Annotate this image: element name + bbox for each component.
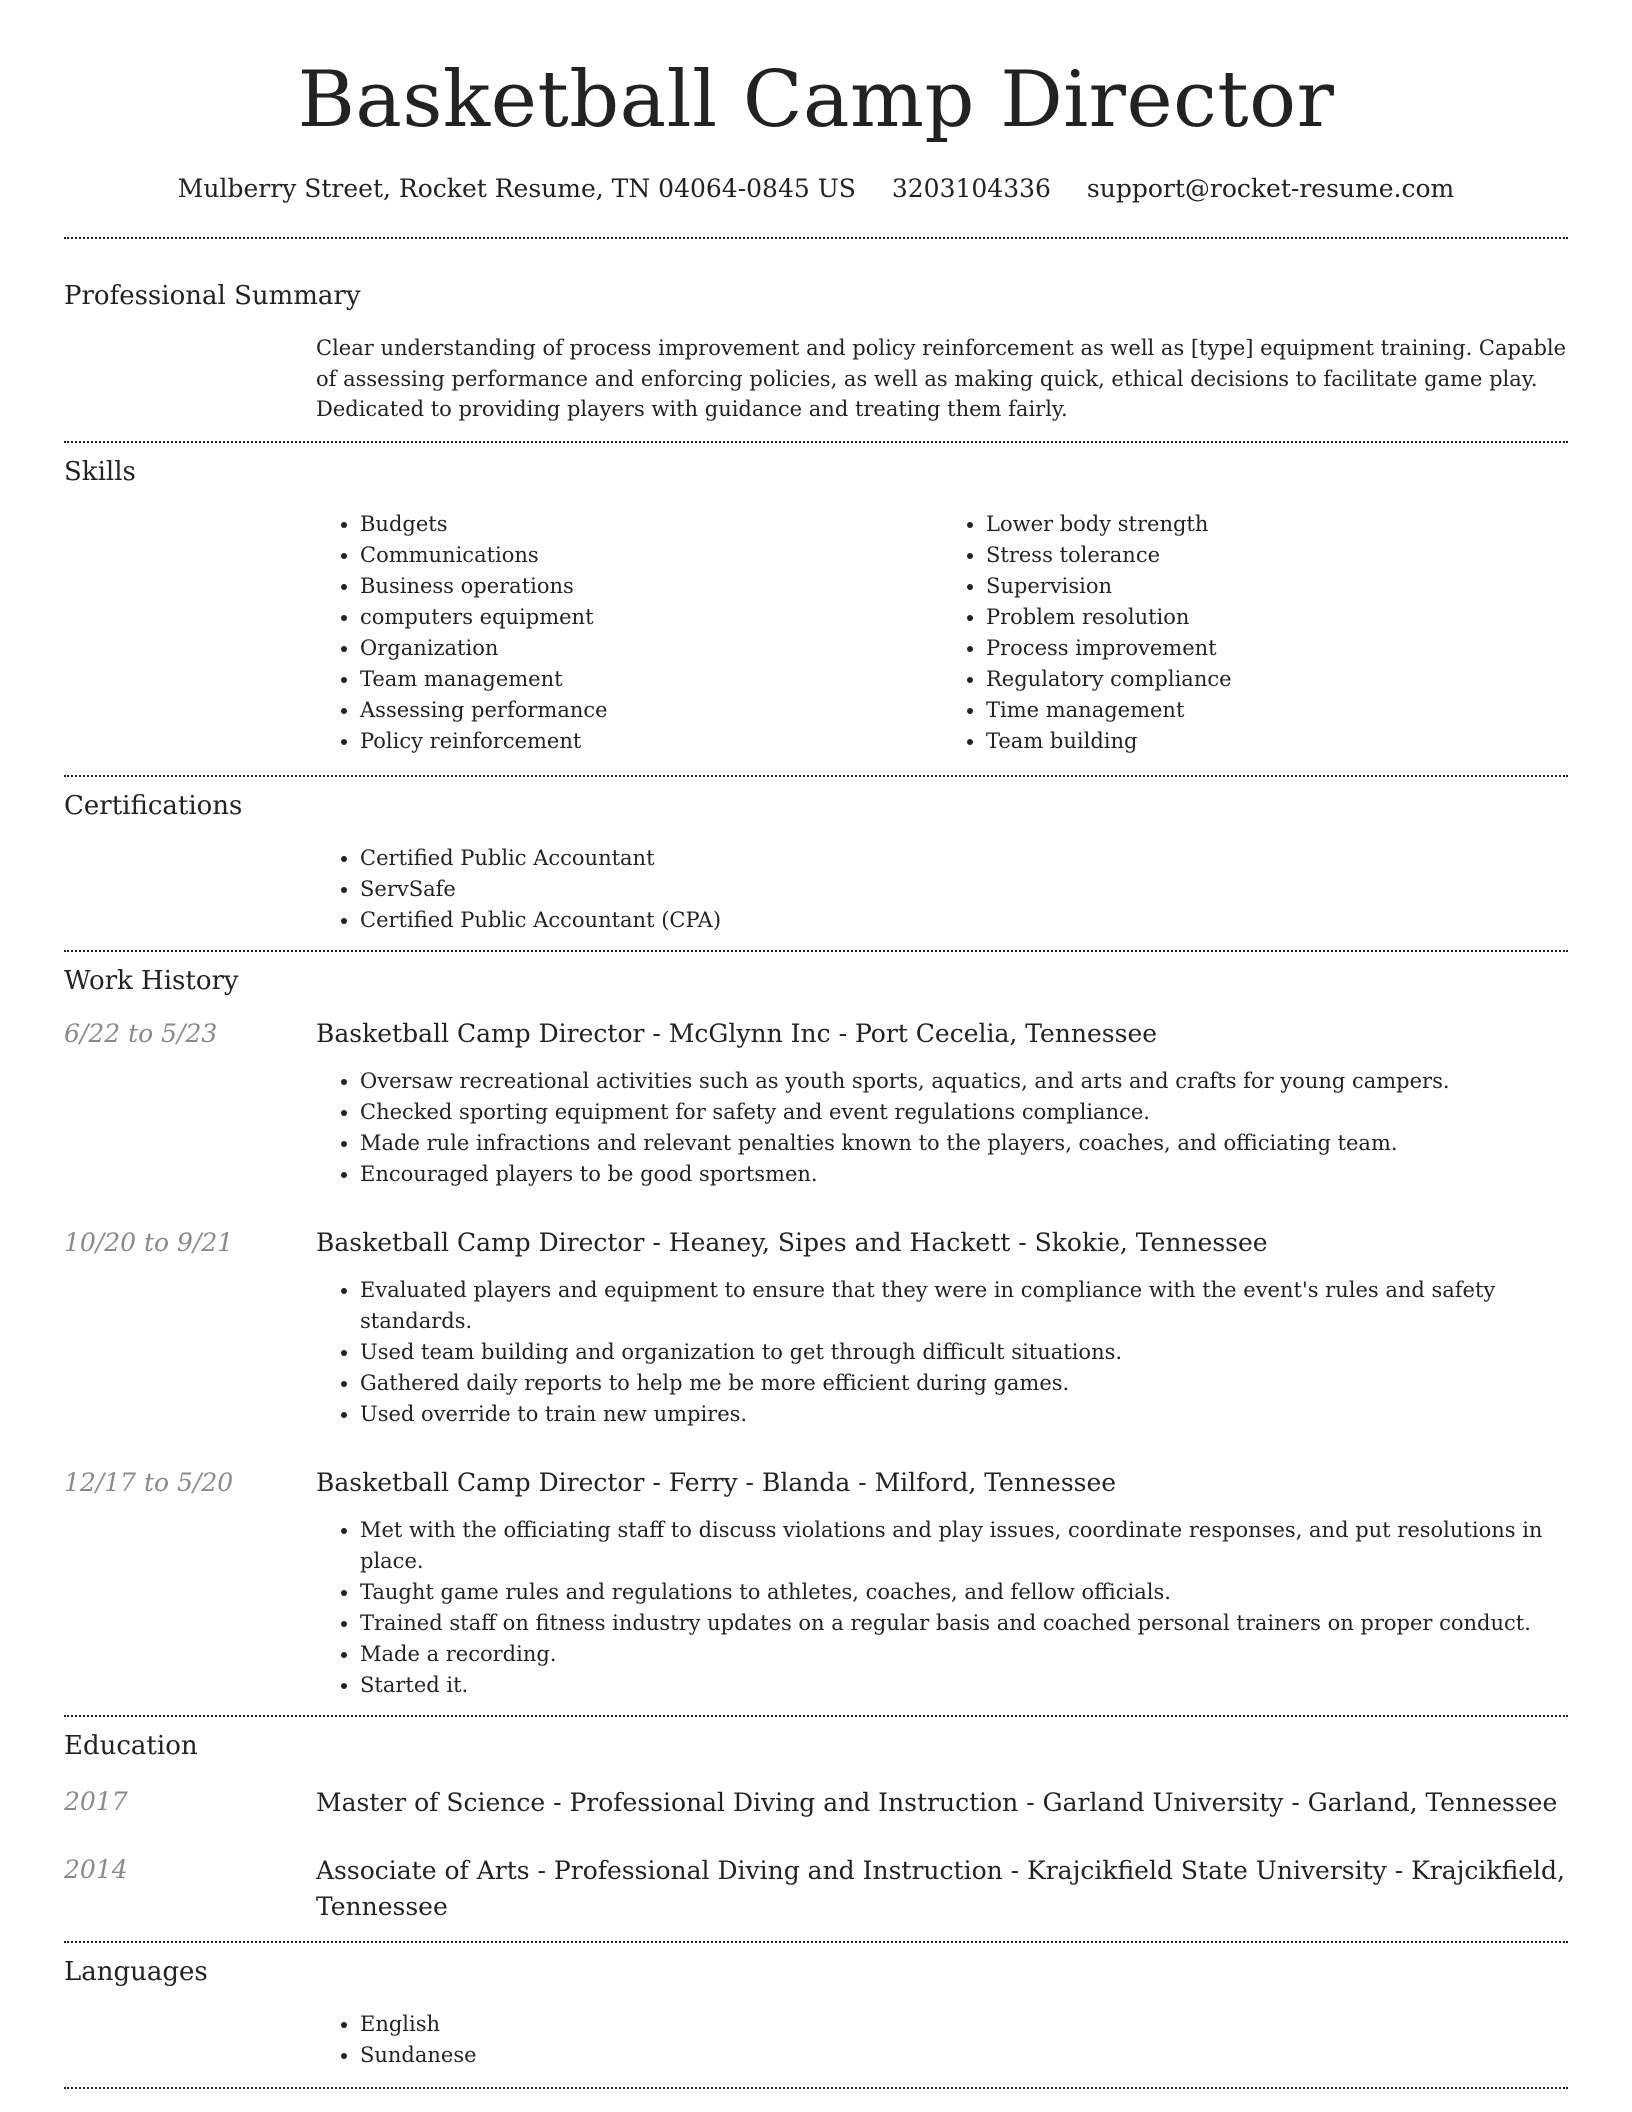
contact-line: [64, 172, 1568, 206]
job-bullets: [316, 1066, 1568, 1190]
job-bullets: [316, 1515, 1568, 1701]
skill-item: • Stress tolerance: [986, 540, 1568, 571]
skill-item: • Business operations: [360, 571, 942, 602]
skill-item: • Regulatory compliance: [986, 664, 1568, 695]
email: support@rocket-resume.com: [1086, 174, 1455, 203]
skills-section: [64, 443, 1568, 757]
language-item: • English: [360, 2009, 1568, 2040]
job-dates: 10/20 to 9/21: [64, 1227, 234, 1257]
certifications-content: [316, 843, 1568, 936]
certifications-section: [64, 777, 1568, 936]
skill-item: • Lower body strength: [986, 509, 1568, 540]
job-dates: 6/22 to 5/23: [64, 1018, 218, 1048]
certification-item: • Certified Public Accountant (CPA): [360, 905, 1568, 936]
skill-item: • Policy reinforcement: [360, 726, 942, 757]
job-bullet: • Trained staff on fitness industry updates on a regular basis and coached personal trainers on proper conduct.: [360, 1608, 1568, 1639]
skill-item: • Budgets: [360, 509, 942, 540]
divider: [64, 2087, 1568, 2089]
skills-list-right: [942, 509, 1568, 757]
section-title-summary: Professional Summary: [64, 281, 361, 311]
job-bullet: • Evaluated players and equipment to ensure that they were in compliance with the event's rules and safety standards.: [360, 1275, 1568, 1337]
section-title-skills: Skills: [64, 456, 136, 487]
job-entry: [64, 1017, 1568, 1190]
education-section: [64, 1717, 1568, 1925]
phone: 3203104336: [891, 174, 1051, 203]
languages-content: [316, 2009, 1568, 2071]
section-title-education: Education: [64, 1730, 198, 1761]
education-line: Associate of Arts - Professional Diving and Instruction - Krajcikfield State University - Krajcikfield, Tennessee: [316, 1855, 1565, 1921]
job-bullet: • Gathered daily reports to help me be more efficient during games.: [360, 1368, 1568, 1399]
skill-item: • Team building: [986, 726, 1568, 757]
skills-list-left: [316, 509, 942, 757]
skills-columns: [316, 509, 1568, 757]
languages-list: [316, 2009, 1568, 2071]
job-heading: Basketball Camp Director - Heaney, Sipes and Hackett - Skokie, Tennessee: [316, 1227, 1268, 1257]
job-bullet: • Taught game rules and regulations to athletes, coaches, and fellow officials.: [360, 1577, 1568, 1608]
job-heading: Basketball Camp Director - Ferry - Blanda - Milford, Tennessee: [316, 1467, 1117, 1497]
language-item: • Sundanese: [360, 2040, 1568, 2071]
job-body: [316, 1466, 1568, 1701]
section-title-languages: Languages: [64, 1956, 208, 1987]
job-bullet: • Checked sporting equipment for safety and event regulations compliance.: [360, 1097, 1568, 1128]
job-bullet: • Encouraged players to be good sportsmen.: [360, 1159, 1568, 1190]
summary-text: Clear understanding of process improvement and policy reinforcement as well as [type] equipment training. Capable of assessing performance and enforcing policies, as well as making quick, ethical decisions to facilitate game play. Dedicated to providing players with guidance and treating them fairly.: [316, 336, 1567, 421]
skill-item: • Problem resolution: [986, 602, 1568, 633]
certifications-list: [316, 843, 1568, 936]
section-title-work-history: Work History: [64, 965, 239, 996]
education-entry: [64, 1785, 1568, 1821]
candidate-name: Basketball Camp Director: [297, 55, 1335, 145]
job-bullet: • Made rule infractions and relevant penalties known to the players, coaches, and officiating team.: [360, 1128, 1568, 1159]
skill-item: • Process improvement: [986, 633, 1568, 664]
job-bullet: • Made a recording.: [360, 1639, 1568, 1670]
skill-item: • Organization: [360, 633, 942, 664]
address: Mulberry Street, Rocket Resume, TN 04064-0845 US: [177, 174, 856, 203]
job-entry: [64, 1466, 1568, 1701]
job-dates: 12/17 to 5/20: [64, 1467, 234, 1497]
job-bullet: • Started it.: [360, 1670, 1568, 1701]
job-entry: [64, 1226, 1568, 1430]
certification-item: • Certified Public Accountant: [360, 843, 1568, 874]
education-year: 2014: [64, 1854, 128, 1884]
skill-item: • computers equipment: [360, 602, 942, 633]
education-year: 2017: [64, 1786, 128, 1816]
job-body: [316, 1226, 1568, 1430]
job-bullet: • Used override to train new umpires.: [360, 1399, 1568, 1430]
languages-section: [64, 1943, 1568, 2071]
skill-item: • Team management: [360, 664, 942, 695]
skill-item: • Communications: [360, 540, 942, 571]
education-entry: [64, 1853, 1568, 1925]
certification-item: • ServSafe: [360, 874, 1568, 905]
job-bullet: • Oversaw recreational activities such as youth sports, aquatics, and arts and crafts for young campers.: [360, 1066, 1568, 1097]
skill-item: • Assessing performance: [360, 695, 942, 726]
summary-section: [64, 239, 1568, 425]
job-bullet: • Met with the officiating staff to discuss violations and play issues, coordinate responses, and put resolutions in place.: [360, 1515, 1568, 1577]
job-heading: Basketball Camp Director - McGlynn Inc - Port Cecelia, Tennessee: [316, 1018, 1158, 1048]
job-body: [316, 1017, 1568, 1190]
skill-item: • Time management: [986, 695, 1568, 726]
education-line: Master of Science - Professional Diving and Instruction - Garland University - Garland, Tennessee: [316, 1787, 1558, 1817]
section-title-certifications: Certifications: [64, 790, 243, 821]
job-bullets: [316, 1275, 1568, 1430]
skill-item: • Supervision: [986, 571, 1568, 602]
work-history-section: [64, 952, 1568, 1701]
job-bullet: • Used team building and organization to get through difficult situations.: [360, 1337, 1568, 1368]
